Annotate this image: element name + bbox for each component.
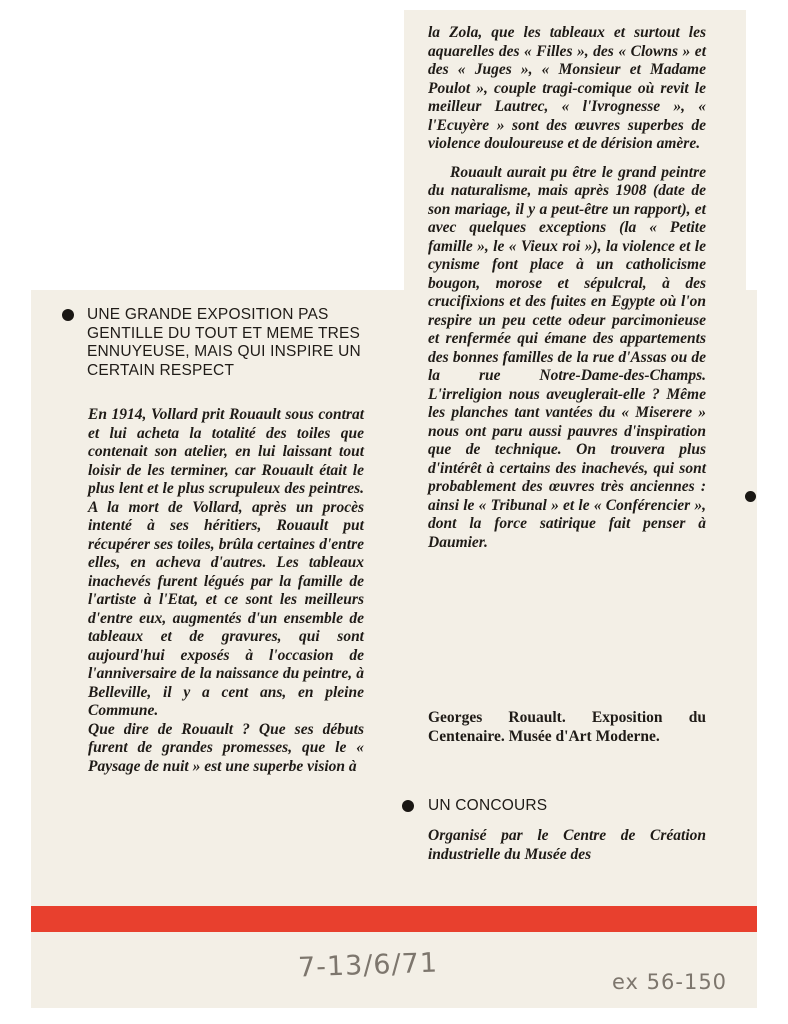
handwritten-date: 7-13/6/71: [297, 947, 439, 984]
right-paragraph-2: Rouault aurait pu être le grand peintre du naturalisme, mais après 1908 (date de son mariage, il y a peut-être un rapport), et avec quelques exceptions (la « Petite famille », le « Vieux roi »), la violence et le cynisme font place à un catholicisme bougon, morose et sépulcral, à des crucifixions et des fuites en Egypte où l'on respire un peu cette odeur parcimonieuse et renfermée qui émane des appartements des bonnes familles de la rue d'Assas ou de la rue Notre-Dame-des-Champs. L'irreligion nous aveuglerait-elle ? Même les planches tant vantées du « Miserere » nous ont paru aussi pauvres d'inspiration que de technique. On trouvera plus d'intérêt à certains des inachevés, qui sont probablement des œuvres très anciennes : ainsi le « Tribunal » et le « Conférencier », dont la force satirique fait penser à Daumier.: [428, 163, 706, 551]
left-article-column: [88, 406, 364, 776]
left-paragraph-2: Que dire de Rouault ? Que ses débuts furent de grandes promesses, que le « Paysage de nuit » est une superbe vision à: [88, 720, 364, 775]
concours-paragraph: Organisé par le Centre de Création industrielle du Musée des: [428, 827, 706, 863]
margin-dot-icon: [745, 491, 756, 502]
handwritten-reference: ex 56-150: [612, 970, 728, 994]
right-article-column: [428, 24, 706, 552]
section-bullet-icon-2: [402, 800, 414, 812]
left-heading: UNE GRANDE EXPOSITION PAS GENTILLE DU TOUT ET MEME TRES ENNUYEUSE, MAIS QUI INSPIRE UN CERTAIN RESPECT: [87, 306, 361, 379]
exhibition-credit: Georges Rouault. Exposition du Centenaire. Musée d'Art Moderne.: [428, 709, 706, 745]
concours-text: [428, 827, 706, 864]
concours-heading: UN CONCOURS: [428, 797, 548, 814]
red-band: [31, 906, 757, 932]
right-paragraph-1: la Zola, que les tableaux et surtout les aquarelles des « Filles », des « Clowns » et des « Juges », « Monsieur et Madame Poulot », couple tragi-comique où revit le meilleur Lautrec, « l'Ivrognesse », « l'Ecuyère » sont des œuvres superbes de violence douloureuse et de dérision amère.: [428, 24, 706, 152]
section-bullet-icon: [62, 309, 74, 321]
left-paragraph-1: En 1914, Vollard prit Rouault sous contrat et lui acheta la totalité des toiles que contenait son atelier, en lui laissant tout loisir de les terminer, car Rouault était le plus lent et le plus scrupuleux des peintres. A la mort de Vollard, après un procès intenté à ses héritiers, Rouault put récupérer ses toiles, brûla certaines d'entre elles, en acheva d'autres. Les tableaux inachevés furent légués par la famille de l'artiste à l'Etat, et ce sont les meilleurs d'entre eux, augmentés d'un ensemble de tableaux et de gravures, qui sont aujourd'hui exposés à l'occasion de l'anniversaire de la naissance du peintre, à Belleville, il y a cent ans, en pleine Commune.: [88, 406, 364, 719]
